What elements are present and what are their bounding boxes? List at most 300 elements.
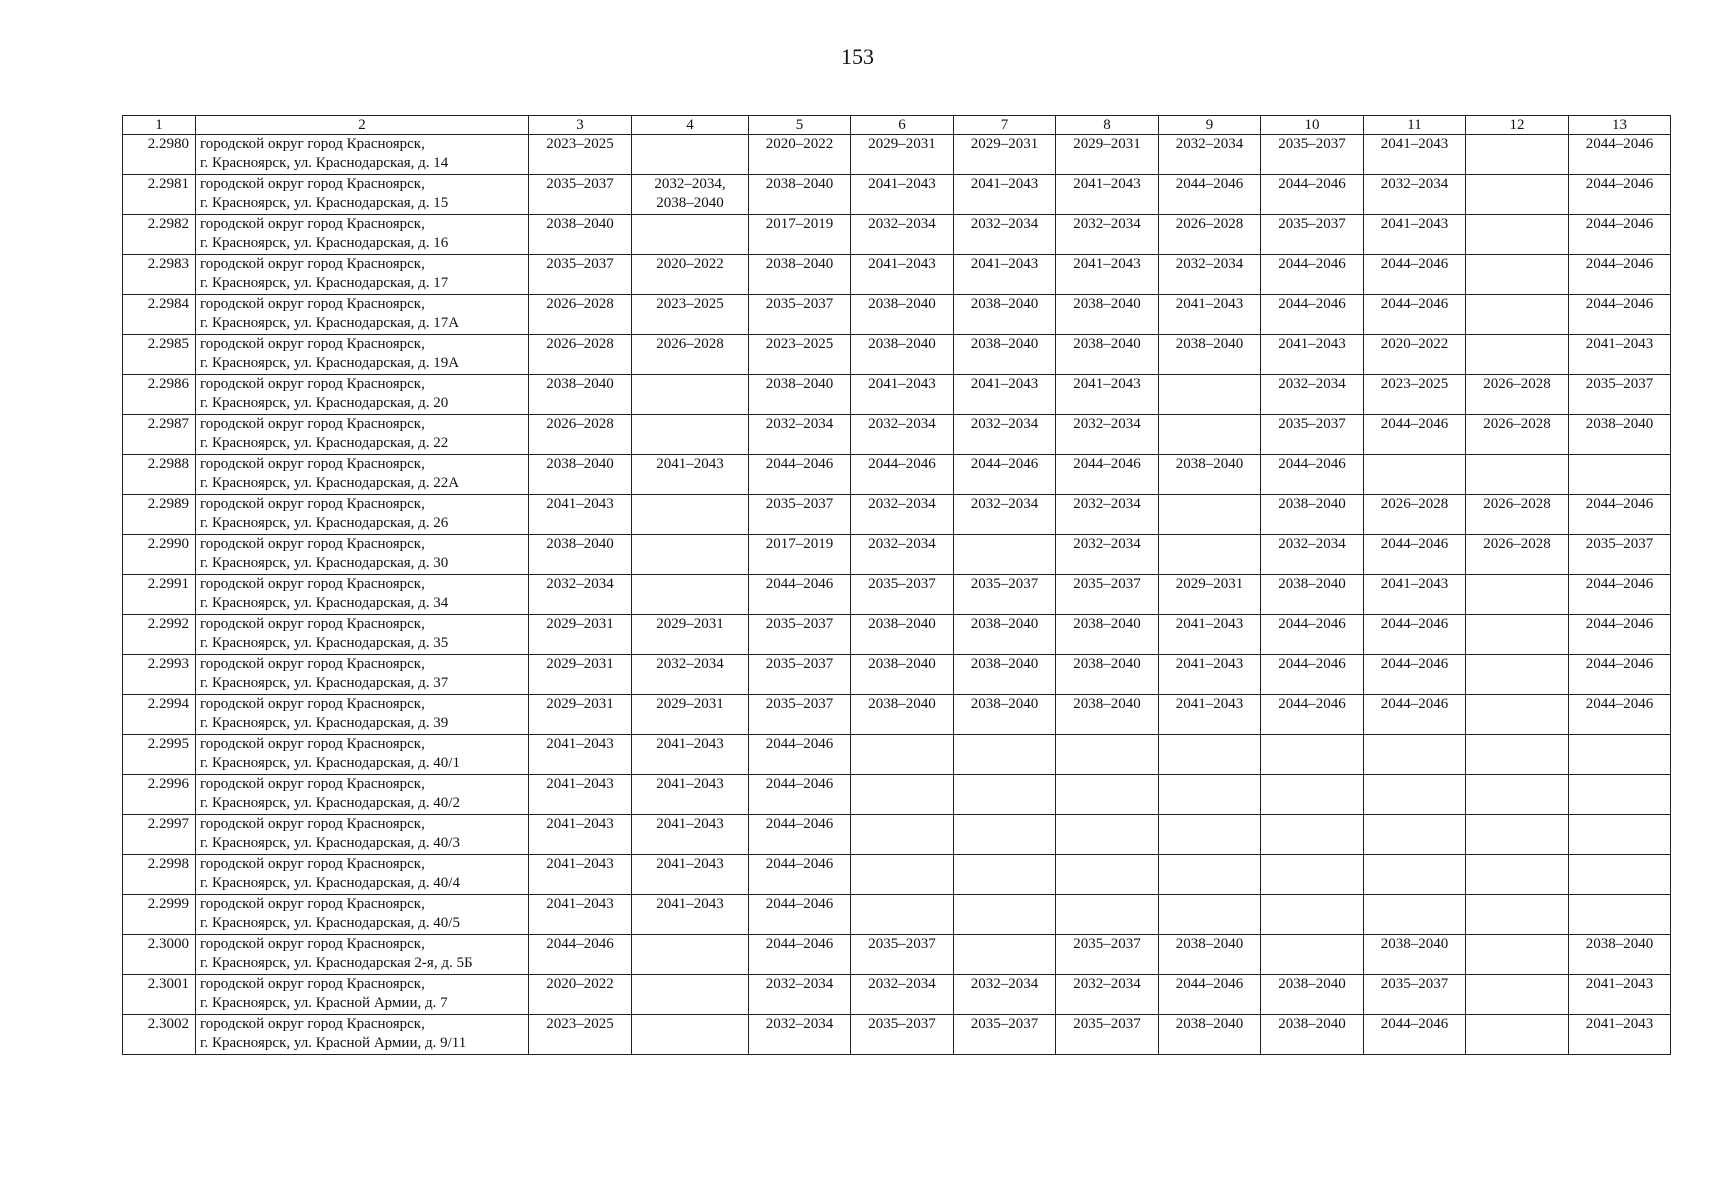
address-cell (196, 815, 529, 855)
year-range-cell (1364, 895, 1466, 935)
year-range-cell (632, 135, 749, 175)
year-range-cell (851, 815, 954, 855)
year-range-cell: 2038–2040 (529, 215, 632, 255)
column-header: 6 (851, 116, 954, 135)
row-number-cell: 2.2991 (123, 575, 196, 615)
year-range-cell: 2041–2043 (1159, 655, 1261, 695)
year-range-cell: 2044–2046 (529, 935, 632, 975)
address-municipality: городской округ город Красноярск, (200, 176, 425, 192)
year-range-cell (1056, 895, 1159, 935)
column-header: 7 (954, 116, 1056, 135)
year-range-cell: 2041–2043 (1159, 295, 1261, 335)
year-range-cell (1159, 775, 1261, 815)
year-range-cell: 2032–2034 (954, 495, 1056, 535)
address-cell (196, 775, 529, 815)
year-range-cell: 2038–2040 (1056, 295, 1159, 335)
year-range-cell: 2041–2043 (529, 735, 632, 775)
year-range-cell: 2041–2043 (1159, 615, 1261, 655)
year-range-cell: 2044–2046 (749, 575, 851, 615)
row-number-cell: 2.3000 (123, 935, 196, 975)
year-range-cell (1056, 735, 1159, 775)
year-range-cell: 2035–2037 (851, 1015, 954, 1055)
year-range-cell: 2032–2034 (954, 975, 1056, 1015)
year-range-cell: 2041–2043 (1569, 1015, 1671, 1055)
table-row (123, 255, 1671, 295)
year-range-cell: 2032–2034 (749, 1015, 851, 1055)
year-range-cell: 2044–2046 (1364, 415, 1466, 455)
year-range-cell: 2041–2043 (1569, 335, 1671, 375)
row-number-cell: 2.2993 (123, 655, 196, 695)
year-range-cell (1466, 335, 1569, 375)
year-range-cell (1466, 575, 1569, 615)
column-number-header-row (123, 116, 1671, 135)
year-range-cell (1466, 895, 1569, 935)
table-row (123, 615, 1671, 655)
address-street: г. Красноярск, ул. Краснодарская, д. 14 (200, 155, 449, 171)
column-header: 11 (1364, 116, 1466, 135)
year-range-cell: 2035–2037 (1261, 415, 1364, 455)
address-street: г. Красноярск, ул. Краснодарская, д. 22 (200, 435, 449, 451)
year-range-cell: 2035–2037 (851, 575, 954, 615)
year-range-cell: 2032–2034 (851, 495, 954, 535)
year-range-cell: 2029–2031 (529, 695, 632, 735)
year-range-cell: 2035–2037 (749, 295, 851, 335)
year-range-cell: 2044–2046 (1569, 175, 1671, 215)
row-number-cell: 2.2983 (123, 255, 196, 295)
year-range-cell (1466, 455, 1569, 495)
year-range-cell: 2035–2037 (529, 255, 632, 295)
address-municipality: городской округ город Красноярск, (200, 656, 425, 672)
year-range-cell: 2035–2037 (749, 655, 851, 695)
table-row (123, 575, 1671, 615)
year-range-cell: 2044–2046 (1364, 1015, 1466, 1055)
address-cell (196, 375, 529, 415)
year-range-cell: 2017–2019 (749, 535, 851, 575)
year-range-cell: 2038–2040 (954, 655, 1056, 695)
column-header: 13 (1569, 116, 1671, 135)
year-range-cell (954, 535, 1056, 575)
address-municipality: городской округ город Красноярск, (200, 816, 425, 832)
column-header: 10 (1261, 116, 1364, 135)
year-range-cell: 2032–2034 (851, 535, 954, 575)
address-street: г. Красноярск, ул. Красной Армии, д. 9/11 (200, 1035, 467, 1051)
row-number-cell: 2.2981 (123, 175, 196, 215)
year-range-cell (1261, 855, 1364, 895)
year-range-cell (1364, 855, 1466, 895)
year-range-cell: 2038–2040 (1261, 1015, 1364, 1055)
year-range-cell: 2041–2043 (1364, 135, 1466, 175)
year-range-cell: 2035–2037 (749, 495, 851, 535)
year-range-cell: 2041–2043 (851, 375, 954, 415)
year-range-cell: 2038–2040 (529, 455, 632, 495)
year-range-cell: 2026–2028 (1466, 495, 1569, 535)
year-range-cell (851, 895, 954, 935)
year-range-cell: 2041–2043 (1159, 695, 1261, 735)
year-range-cell: 2038–2040 (954, 295, 1056, 335)
year-range-cell: 2035–2037 (1569, 535, 1671, 575)
address-street: г. Красноярск, ул. Красной Армии, д. 7 (200, 995, 448, 1011)
address-municipality: городской округ город Красноярск, (200, 416, 425, 432)
year-range-cell: 2020–2022 (529, 975, 632, 1015)
year-range-cell: 2032–2034 (1159, 135, 1261, 175)
year-range-cell (1159, 535, 1261, 575)
year-range-cell: 2038–2040 (749, 375, 851, 415)
year-range-cell: 2041–2043 (529, 775, 632, 815)
row-number-cell: 2.2987 (123, 415, 196, 455)
column-header: 12 (1466, 116, 1569, 135)
year-range-cell: 2038–2040 (851, 695, 954, 735)
address-cell (196, 975, 529, 1015)
year-range-cell (1364, 815, 1466, 855)
address-street: г. Красноярск, ул. Краснодарская, д. 22А (200, 475, 460, 491)
address-street: г. Красноярск, ул. Краснодарская, д. 30 (200, 555, 449, 571)
address-cell (196, 255, 529, 295)
year-range-cell (1569, 815, 1671, 855)
year-range-cell: 2032–2034 (1056, 975, 1159, 1015)
table-row (123, 855, 1671, 895)
year-range-cell (1466, 655, 1569, 695)
address-cell (196, 735, 529, 775)
year-range-cell: 2029–2031 (954, 135, 1056, 175)
address-street: г. Красноярск, ул. Краснодарская, д. 35 (200, 635, 449, 651)
year-range-cell: 2026–2028 (529, 415, 632, 455)
year-range-cell: 2035–2037 (529, 175, 632, 215)
address-street: г. Красноярск, ул. Краснодарская, д. 40/1 (200, 755, 460, 771)
year-range-cell: 2029–2031 (1056, 135, 1159, 175)
year-range-cell: 2026–2028 (529, 295, 632, 335)
year-range-cell (1466, 295, 1569, 335)
year-range-cell: 2023–2025 (529, 135, 632, 175)
year-range-cell (1261, 775, 1364, 815)
address-municipality: городской округ город Красноярск, (200, 496, 425, 512)
address-municipality: городской округ город Красноярск, (200, 296, 425, 312)
year-range-cell: 2029–2031 (851, 135, 954, 175)
year-range-cell: 2029–2031 (1159, 575, 1261, 615)
year-range-cell: 2032–2034 (749, 415, 851, 455)
address-cell (196, 935, 529, 975)
table-row (123, 1015, 1671, 1055)
row-number-cell: 2.2994 (123, 695, 196, 735)
year-range-cell: 2032–2034 (1364, 175, 1466, 215)
table-row (123, 735, 1671, 775)
year-range-cell: 2035–2037 (1056, 935, 1159, 975)
row-number-cell: 2.3001 (123, 975, 196, 1015)
year-range-cell: 2035–2037 (1261, 135, 1364, 175)
year-range-cell: 2044–2046 (1569, 135, 1671, 175)
address-municipality: городской округ город Красноярск, (200, 696, 425, 712)
row-number-cell: 2.2985 (123, 335, 196, 375)
address-municipality: городской округ город Красноярск, (200, 256, 425, 272)
year-range-cell: 2038–2040 (749, 255, 851, 295)
table-row (123, 775, 1671, 815)
address-street: г. Красноярск, ул. Краснодарская, д. 17 (200, 275, 449, 291)
address-street: г. Красноярск, ул. Краснодарская, д. 16 (200, 235, 449, 251)
year-range-cell: 2038–2040 (851, 335, 954, 375)
year-range-cell: 2032–2034 (954, 215, 1056, 255)
year-range-cell: 2044–2046 (1569, 575, 1671, 615)
year-range-cell: 2041–2043 (851, 255, 954, 295)
year-range-cell: 2044–2046 (749, 935, 851, 975)
table-row (123, 975, 1671, 1015)
address-cell (196, 575, 529, 615)
year-range-cell: 2044–2046 (1364, 695, 1466, 735)
year-range-cell (632, 975, 749, 1015)
year-range-cell (1466, 695, 1569, 735)
year-range-cell: 2026–2028 (1364, 495, 1466, 535)
year-range-cell: 2041–2043 (529, 815, 632, 855)
year-range-cell: 2038–2040 (851, 655, 954, 695)
year-range-cell (1466, 855, 1569, 895)
year-range-cell (632, 495, 749, 535)
column-header: 8 (1056, 116, 1159, 135)
column-header: 3 (529, 116, 632, 135)
address-cell (196, 415, 529, 455)
address-cell (196, 855, 529, 895)
year-range-cell (1466, 615, 1569, 655)
year-range-cell (1159, 815, 1261, 855)
year-range-cell: 2044–2046 (1569, 655, 1671, 695)
year-range-cell: 2041–2043 (954, 175, 1056, 215)
year-range-cell (954, 855, 1056, 895)
year-range-cell (1466, 975, 1569, 1015)
year-range-cell: 2044–2046 (749, 735, 851, 775)
year-range-cell (1261, 735, 1364, 775)
row-number-cell: 2.2995 (123, 735, 196, 775)
table-row (123, 455, 1671, 495)
year-range-cell: 2032–2034 (1261, 535, 1364, 575)
year-range-cell: 2044–2046 (1569, 295, 1671, 335)
year-range-cell (1261, 895, 1364, 935)
table-row (123, 895, 1671, 935)
year-range-cell (1466, 135, 1569, 175)
address-street: г. Красноярск, ул. Краснодарская, д. 34 (200, 595, 449, 611)
year-range-cell: 2035–2037 (851, 935, 954, 975)
year-range-cell (1466, 935, 1569, 975)
address-street: г. Красноярск, ул. Краснодарская, д. 40/2 (200, 795, 460, 811)
year-range-cell: 2035–2037 (749, 695, 851, 735)
year-range-cell: 2032–2034 (851, 215, 954, 255)
year-range-cell: 2044–2046 (749, 775, 851, 815)
year-range-cell: 2023–2025 (529, 1015, 632, 1055)
year-range-cell: 2041–2043 (632, 855, 749, 895)
year-range-cell: 2041–2043 (632, 735, 749, 775)
year-range-cell: 2041–2043 (1569, 975, 1671, 1015)
year-range-cell: 2020–2022 (1364, 335, 1466, 375)
year-range-cell: 2038–2040 (851, 615, 954, 655)
row-number-cell: 2.2982 (123, 215, 196, 255)
year-range-cell (1159, 375, 1261, 415)
row-number-cell: 2.2989 (123, 495, 196, 535)
year-range-cell: 2035–2037 (1056, 575, 1159, 615)
year-range-cell: 2044–2046 (1364, 255, 1466, 295)
year-range-cell (1569, 455, 1671, 495)
year-range-cell (1159, 895, 1261, 935)
year-range-cell: 2044–2046 (1056, 455, 1159, 495)
year-range-cell: 2032–2034 (1261, 375, 1364, 415)
year-range-cell: 2023–2025 (632, 295, 749, 335)
year-range-cell: 2044–2046 (1364, 655, 1466, 695)
address-municipality: городской округ город Красноярск, (200, 136, 425, 152)
year-range-cell: 2032–2034 (1056, 495, 1159, 535)
year-range-cell (1159, 415, 1261, 455)
address-municipality: городской округ город Красноярск, (200, 776, 425, 792)
year-range-cell: 2035–2037 (1364, 975, 1466, 1015)
address-municipality: городской округ город Красноярск, (200, 336, 425, 352)
year-range-cell: 2044–2046 (749, 895, 851, 935)
address-cell (196, 695, 529, 735)
year-range-cell (1569, 855, 1671, 895)
address-municipality: городской округ город Красноярск, (200, 856, 425, 872)
year-range-cell: 2032–2034 (851, 975, 954, 1015)
year-range-cell: 2044–2046 (1569, 495, 1671, 535)
table-row (123, 295, 1671, 335)
year-range-cell: 2038–2040 (529, 535, 632, 575)
year-range-cell (632, 175, 749, 215)
year-range-cell (1056, 775, 1159, 815)
table-row (123, 415, 1671, 455)
year-range-cell: 2032–2034 (1056, 535, 1159, 575)
year-range-cell: 2041–2043 (529, 855, 632, 895)
year-range-cell: 2029–2031 (529, 655, 632, 695)
year-range-cell: 2044–2046 (1261, 175, 1364, 215)
year-range-cell: 2035–2037 (1056, 1015, 1159, 1055)
year-range-cell: 2026–2028 (1466, 415, 1569, 455)
year-range-cell: 2023–2025 (749, 335, 851, 375)
year-range-cell (1466, 215, 1569, 255)
repair-schedule-table (122, 115, 1671, 1055)
address-cell (196, 215, 529, 255)
address-street: г. Красноярск, ул. Краснодарская 2-я, д. 5Б (200, 955, 473, 971)
year-range-cell: 2044–2046 (749, 455, 851, 495)
year-range-cell: 2032–2034 (1056, 415, 1159, 455)
year-range-cell: 2038–2040 (954, 335, 1056, 375)
address-cell (196, 295, 529, 335)
table-row (123, 535, 1671, 575)
year-range-cell: 2041–2043 (954, 255, 1056, 295)
address-street: г. Красноярск, ул. Краснодарская, д. 19А (200, 355, 460, 371)
year-range-cell (1569, 775, 1671, 815)
year-range-cell: 2032–2034 (1056, 215, 1159, 255)
address-cell (196, 135, 529, 175)
address-street: г. Красноярск, ул. Краснодарская, д. 40/4 (200, 875, 460, 891)
year-range-cell (1159, 735, 1261, 775)
row-number-cell: 2.2997 (123, 815, 196, 855)
year-range-cell: 2038–2040 (1159, 455, 1261, 495)
year-range-cell: 2029–2031 (632, 695, 749, 735)
year-range-cell: 2041–2043 (954, 375, 1056, 415)
year-range-cell (954, 775, 1056, 815)
address-cell (196, 335, 529, 375)
address-municipality: городской округ город Красноярск, (200, 376, 425, 392)
year-range-cell: 2026–2028 (1159, 215, 1261, 255)
address-cell (196, 175, 529, 215)
year-range-cell: 2044–2046 (1364, 295, 1466, 335)
year-range-cell: 2044–2046 (1569, 255, 1671, 295)
year-range-cell: 2044–2046 (1261, 615, 1364, 655)
year-range-cell: 2032–2034 (749, 975, 851, 1015)
table-row (123, 175, 1671, 215)
year-range-cell (1569, 895, 1671, 935)
year-range-cell: 2044–2046 (1159, 975, 1261, 1015)
year-range-cell: 2044–2046 (749, 815, 851, 855)
column-header: 1 (123, 116, 196, 135)
address-cell (196, 615, 529, 655)
year-range-cell: 2035–2037 (954, 1015, 1056, 1055)
table-row (123, 335, 1671, 375)
address-municipality: городской округ город Красноярск, (200, 976, 425, 992)
year-range-cell: 2023–2025 (1364, 375, 1466, 415)
row-number-cell: 2.2980 (123, 135, 196, 175)
year-range-cell (954, 895, 1056, 935)
year-range-cell: 2041–2043 (1056, 375, 1159, 415)
year-range-cell (954, 935, 1056, 975)
year-range-cell: 2038–2040 (1261, 495, 1364, 535)
year-range-cell: 2044–2046 (1569, 215, 1671, 255)
year-range-cell: 2041–2043 (632, 895, 749, 935)
address-cell (196, 455, 529, 495)
address-street: г. Красноярск, ул. Краснодарская, д. 15 (200, 195, 449, 211)
row-number-cell: 2.2998 (123, 855, 196, 895)
column-header: 2 (196, 116, 529, 135)
address-municipality: городской округ город Красноярск, (200, 936, 425, 952)
row-number-cell: 2.2988 (123, 455, 196, 495)
year-range-cell: 2032–2034 (632, 655, 749, 695)
year-range-cell (1261, 815, 1364, 855)
column-header: 4 (632, 116, 749, 135)
table-row (123, 695, 1671, 735)
year-range-cell: 2038–2040 (851, 295, 954, 335)
year-range-cell: 2038–2040 (1056, 615, 1159, 655)
year-range-cell (954, 815, 1056, 855)
column-header: 9 (1159, 116, 1261, 135)
year-range-cell (1466, 175, 1569, 215)
year-range-cell: 2035–2037 (954, 575, 1056, 615)
row-number-cell: 2.2984 (123, 295, 196, 335)
address-cell (196, 495, 529, 535)
year-range-cell: 2038–2040 (1364, 935, 1466, 975)
year-range-cell: 2038–2040 (529, 375, 632, 415)
table-row (123, 375, 1671, 415)
year-range-cell (632, 215, 749, 255)
row-number-cell: 2.2986 (123, 375, 196, 415)
row-number-cell: 2.2990 (123, 535, 196, 575)
year-range-cell: 2041–2043 (632, 775, 749, 815)
year-range-cell: 2041–2043 (851, 175, 954, 215)
year-range-cell: 2038–2040 (1159, 1015, 1261, 1055)
year-range-cell (851, 855, 954, 895)
year-range-cell: 2038–2040 (1056, 335, 1159, 375)
address-street: г. Красноярск, ул. Краснодарская, д. 20 (200, 395, 449, 411)
table-row (123, 815, 1671, 855)
year-range-cell (632, 575, 749, 615)
row-number-cell: 2.2996 (123, 775, 196, 815)
address-municipality: городской округ город Красноярск, (200, 1016, 425, 1032)
address-street: г. Красноярск, ул. Краснодарская, д. 26 (200, 515, 449, 531)
address-municipality: городской округ город Красноярск, (200, 576, 425, 592)
table-row (123, 935, 1671, 975)
year-range-cell: 2026–2028 (529, 335, 632, 375)
year-range-cell: 2032–2034 (851, 415, 954, 455)
year-range-cell (1466, 775, 1569, 815)
address-street: г. Красноярск, ул. Краснодарская, д. 40/5 (200, 915, 460, 931)
year-range-cell: 2038–2040 (1159, 335, 1261, 375)
year-range-cell (1364, 775, 1466, 815)
year-range-cell: 2041–2043 (529, 495, 632, 535)
year-range-cell (1466, 735, 1569, 775)
year-range-cell: 2026–2028 (632, 335, 749, 375)
year-range-cell: 2035–2037 (1261, 215, 1364, 255)
address-street: г. Красноярск, ул. Краснодарская, д. 39 (200, 715, 449, 731)
